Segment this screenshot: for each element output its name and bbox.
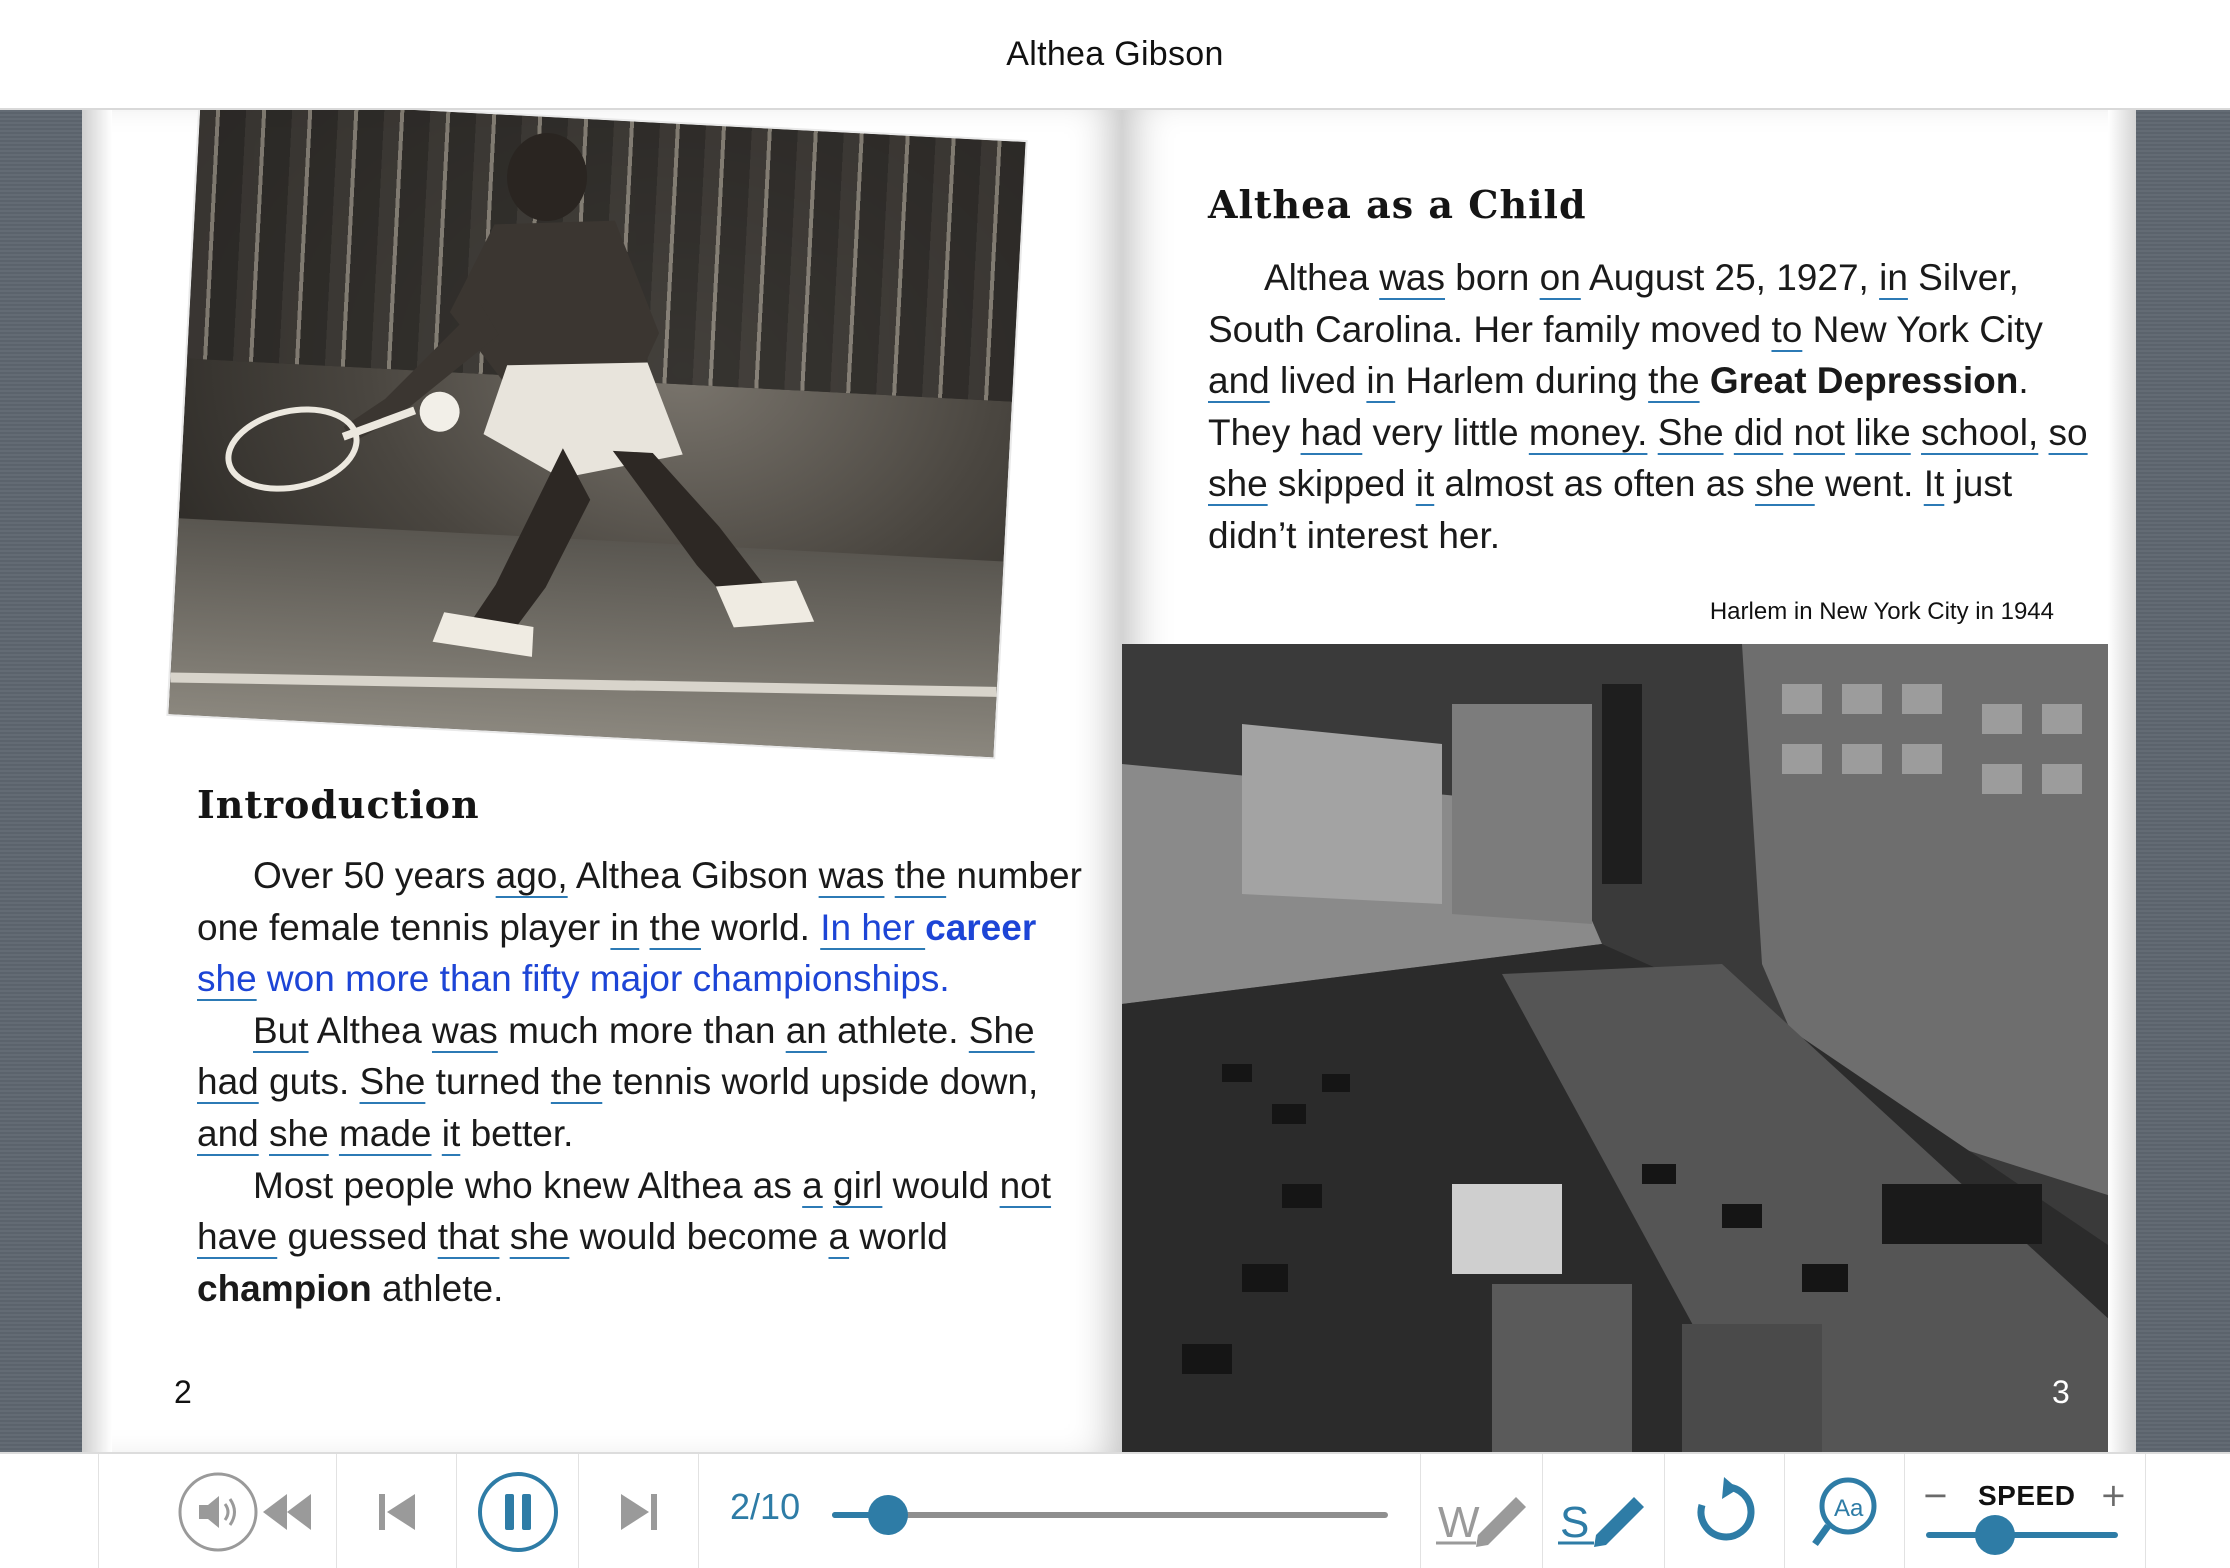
tappable-word[interactable]: have bbox=[197, 1216, 278, 1258]
tappable-word[interactable]: in bbox=[610, 906, 640, 948]
speed-decrease-button[interactable]: − bbox=[1922, 1476, 1949, 1514]
word-highlight-button[interactable] bbox=[1421, 1454, 1543, 1568]
text-run: turned bbox=[425, 1061, 551, 1103]
text-run: skipped bbox=[1267, 463, 1416, 505]
text-run: guessed bbox=[277, 1216, 438, 1258]
text-run: athlete. bbox=[826, 1009, 969, 1051]
harlem-photo bbox=[1122, 644, 2136, 1452]
magnifier-icon bbox=[1810, 1474, 1880, 1550]
tappable-word[interactable]: and bbox=[1208, 360, 1270, 402]
next-page-button[interactable] bbox=[579, 1454, 699, 1568]
text-run: would bbox=[882, 1164, 1000, 1206]
tappable-word[interactable]: she bbox=[269, 1112, 329, 1154]
tappable-word[interactable]: school, bbox=[1921, 411, 2039, 453]
text-run: just didn’t interest her. bbox=[1208, 463, 2013, 556]
tappable-word[interactable]: a bbox=[802, 1164, 823, 1206]
tappable-word[interactable]: the bbox=[550, 1061, 603, 1103]
text-run: born bbox=[1445, 257, 1540, 298]
text-run: would become bbox=[569, 1216, 829, 1258]
text-run: world bbox=[849, 1216, 948, 1258]
right-page bbox=[1122, 110, 2136, 1452]
text-run: athlete. bbox=[371, 1267, 504, 1309]
text-run: Althea bbox=[1264, 257, 1380, 298]
tappable-word[interactable]: money. bbox=[1528, 411, 1648, 453]
left-page bbox=[82, 110, 1122, 1452]
text-run: won more than fifty major championships. bbox=[256, 958, 950, 1000]
right-text-body bbox=[1208, 252, 2088, 562]
tappable-word[interactable]: was bbox=[1379, 257, 1446, 298]
tappable-word[interactable]: it bbox=[1415, 463, 1435, 505]
player-silhouette bbox=[168, 110, 1027, 759]
tappable-word[interactable]: did bbox=[1733, 411, 1784, 453]
tappable-word[interactable]: made bbox=[338, 1112, 432, 1154]
photo-caption: Harlem in New York City in 1944 bbox=[1709, 598, 2054, 625]
rewind-button[interactable] bbox=[238, 1454, 337, 1568]
tappable-word[interactable]: It bbox=[1923, 463, 1945, 505]
tappable-word[interactable]: so bbox=[2048, 411, 2088, 453]
skip-forward-icon bbox=[617, 1490, 661, 1534]
pause-icon bbox=[476, 1470, 560, 1554]
reader-toolbar bbox=[0, 1452, 2230, 1568]
tappable-word[interactable]: in bbox=[1879, 257, 1908, 298]
lookup-button[interactable] bbox=[1785, 1454, 1905, 1568]
text-run: guts. bbox=[258, 1061, 360, 1103]
tappable-word[interactable]: had bbox=[1300, 411, 1363, 453]
text-run: . They bbox=[1208, 360, 2029, 453]
tappable-word[interactable]: to bbox=[1771, 308, 1803, 350]
speed-increase-button[interactable]: + bbox=[2100, 1476, 2127, 1514]
tappable-word[interactable]: she bbox=[197, 958, 257, 1000]
text-run bbox=[1700, 360, 1710, 401]
text-run: went. bbox=[1814, 463, 1924, 505]
page-number: 3 bbox=[2052, 1374, 2070, 1410]
tappable-word[interactable]: and bbox=[197, 1112, 259, 1154]
text-run: tennis world upside down, bbox=[602, 1061, 1039, 1103]
text-run bbox=[823, 1165, 833, 1206]
tappable-word[interactable]: in bbox=[1366, 360, 1396, 402]
tappable-word[interactable]: she bbox=[1755, 463, 1815, 505]
word-pencil-icon bbox=[1432, 1477, 1532, 1547]
text-run bbox=[1783, 412, 1793, 453]
section-heading: Althea as a Child bbox=[1208, 182, 1587, 227]
tappable-word[interactable]: the bbox=[649, 906, 701, 948]
text-run: number one female tennis player bbox=[197, 855, 1082, 948]
text-run: Over 50 years bbox=[253, 855, 496, 896]
paragraph bbox=[197, 1160, 1097, 1315]
text-run: Silver, South Carolina. Her family moved bbox=[1208, 257, 2019, 350]
svg-text:Aa: Aa bbox=[1833, 1495, 1863, 1522]
book-title: Althea Gibson bbox=[1006, 34, 1224, 73]
text-run: much more than bbox=[497, 1009, 786, 1051]
tappable-word[interactable]: not bbox=[999, 1164, 1052, 1206]
text-run bbox=[639, 907, 649, 948]
page-number: 2 bbox=[174, 1374, 192, 1410]
text-run bbox=[884, 855, 894, 896]
replay-icon bbox=[1690, 1477, 1760, 1547]
text-run: Most people who knew Althea as bbox=[253, 1164, 803, 1206]
svg-text:W: W bbox=[1437, 1498, 1480, 1547]
speed-label: SPEED bbox=[1978, 1480, 2076, 1511]
text-run: Althea bbox=[308, 1009, 432, 1051]
tappable-word[interactable]: a bbox=[828, 1216, 850, 1258]
paragraph bbox=[197, 850, 1097, 1005]
text-run: Great Depression bbox=[1709, 360, 2019, 402]
tappable-word[interactable]: that bbox=[437, 1216, 500, 1258]
text-run: very little bbox=[1362, 411, 1529, 453]
speed-slider-handle[interactable] bbox=[1975, 1515, 2015, 1555]
text-run: better. bbox=[460, 1112, 574, 1154]
text-run: champion bbox=[197, 1267, 372, 1309]
text-run: lived bbox=[1269, 360, 1367, 402]
tappable-word[interactable]: She bbox=[1657, 411, 1724, 453]
paragraph bbox=[1208, 252, 2088, 562]
text-run bbox=[259, 1113, 269, 1154]
tappable-word[interactable]: the bbox=[1648, 360, 1700, 402]
paragraph bbox=[197, 1005, 1097, 1160]
text-run bbox=[1911, 412, 1921, 453]
text-run bbox=[1845, 412, 1855, 453]
text-run: Harlem during bbox=[1395, 360, 1649, 402]
tappable-word[interactable]: In her bbox=[820, 906, 926, 948]
tappable-word[interactable]: like bbox=[1855, 411, 1911, 453]
tappable-word[interactable]: She bbox=[359, 1061, 426, 1103]
app-header bbox=[0, 0, 2230, 110]
tappable-word[interactable]: she bbox=[1208, 463, 1268, 505]
page-slider-handle[interactable] bbox=[868, 1495, 908, 1535]
text-run bbox=[432, 1113, 442, 1154]
speed-slider[interactable] bbox=[1926, 1532, 2118, 1538]
text-run bbox=[1647, 412, 1657, 453]
skip-back-icon bbox=[375, 1490, 419, 1534]
text-run: Althea Gibson bbox=[567, 855, 819, 896]
page-slider[interactable] bbox=[832, 1512, 1388, 1518]
tappable-word[interactable]: the bbox=[894, 855, 947, 896]
left-text-body bbox=[197, 850, 1097, 1314]
text-run: career bbox=[925, 906, 1037, 948]
text-run bbox=[499, 1216, 509, 1257]
text-run: August 25, 1927, bbox=[1580, 257, 1880, 298]
section-heading: Introduction bbox=[197, 782, 480, 827]
tappable-word[interactable]: was bbox=[431, 1009, 498, 1051]
tappable-word[interactable]: She bbox=[968, 1009, 1035, 1051]
tappable-word[interactable]: on bbox=[1539, 257, 1581, 298]
page-indicator: 2/10 bbox=[730, 1486, 801, 1527]
text-run: world. bbox=[700, 906, 821, 948]
tappable-word[interactable]: it bbox=[441, 1112, 461, 1154]
previous-page-button[interactable] bbox=[337, 1454, 457, 1568]
tappable-word[interactable]: was bbox=[818, 855, 885, 896]
text-run: almost as often as bbox=[1434, 463, 1756, 505]
rewind-icon bbox=[259, 1490, 315, 1534]
text-run: New York City bbox=[1802, 308, 2043, 350]
text-run bbox=[2038, 412, 2048, 453]
tappable-word[interactable]: ago, bbox=[495, 855, 568, 896]
tappable-word[interactable]: had bbox=[197, 1061, 259, 1103]
text-run bbox=[329, 1113, 339, 1154]
tappable-word[interactable]: an bbox=[785, 1009, 827, 1051]
pause-button[interactable] bbox=[457, 1454, 579, 1568]
tappable-word[interactable]: girl bbox=[833, 1164, 883, 1206]
tappable-word[interactable]: But bbox=[253, 1009, 309, 1051]
tappable-word[interactable]: she bbox=[509, 1216, 570, 1258]
replay-button[interactable] bbox=[1665, 1454, 1785, 1568]
sentence-pencil-icon bbox=[1554, 1477, 1654, 1547]
tennis-photo bbox=[166, 110, 1027, 759]
sentence-highlight-button[interactable] bbox=[1543, 1454, 1665, 1568]
text-run bbox=[1724, 412, 1734, 453]
tappable-word[interactable]: not bbox=[1793, 411, 1845, 453]
svg-text:S: S bbox=[1559, 1498, 1589, 1547]
